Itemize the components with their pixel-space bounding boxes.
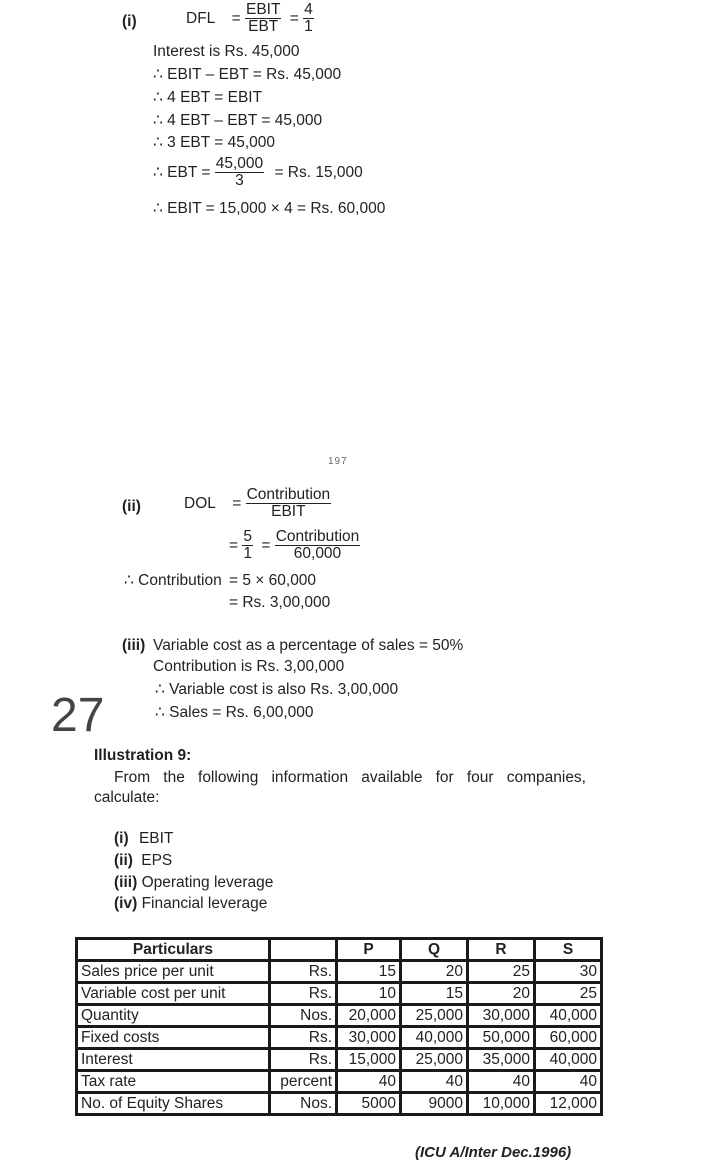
row-unit: Nos.	[270, 1093, 337, 1115]
variable-cost-result: ∴ Variable cost is also Rs. 3,00,000	[155, 681, 399, 698]
fraction-numerator: 4	[304, 1, 313, 18]
list-item-text: EPS	[141, 852, 173, 869]
cell-p: 5000	[337, 1093, 401, 1115]
header-unit	[270, 939, 337, 961]
cell-r: 35,000	[468, 1049, 535, 1071]
cell-p: 15,000	[337, 1049, 401, 1071]
cell-q: 40,000	[401, 1027, 468, 1049]
dol-lhs: DOL	[184, 494, 216, 512]
row-unit: Rs.	[270, 1027, 337, 1049]
cell-s: 60,000	[535, 1027, 602, 1049]
cell-s: 40,000	[535, 1005, 602, 1027]
illustration-intro: From the following information available for four companies,	[114, 769, 586, 786]
illustration-title: Illustration 9:	[94, 747, 192, 764]
fraction-numerator: 45,000	[215, 155, 264, 172]
dol-formula	[184, 487, 331, 520]
cell-r: 10,000	[468, 1093, 535, 1115]
list-item-text: Financial leverage	[141, 895, 268, 912]
list-item-text: EBIT	[138, 830, 174, 847]
cell-r: 40	[468, 1071, 535, 1093]
part-ii-label: (ii)	[122, 498, 141, 515]
cell-q: 15	[401, 983, 468, 1005]
cell-s: 40	[535, 1071, 602, 1093]
equals-sign: =	[229, 536, 239, 554]
row-label: Tax rate	[77, 1071, 270, 1093]
row-label: Sales price per unit	[77, 961, 270, 983]
cell-q: 25,000	[401, 1005, 468, 1027]
row-unit: Nos.	[270, 1005, 337, 1027]
cell-p: 30,000	[337, 1027, 401, 1049]
fraction-denominator: EBIT	[271, 503, 306, 520]
list-item-number: (iv)	[114, 895, 138, 912]
fraction-denominator: EBT	[248, 18, 279, 35]
sales-result: ∴ Sales = Rs. 6,00,000	[155, 704, 314, 721]
row-unit: percent	[270, 1071, 337, 1093]
illustration-intro-cont: calculate:	[94, 789, 160, 806]
cell-r: 50,000	[468, 1027, 535, 1049]
variable-cost-line: Variable cost as a percentage of sales = 50%	[153, 637, 464, 654]
cell-p: 10	[337, 983, 401, 1005]
list-item	[114, 851, 172, 871]
row-unit: Rs.	[270, 961, 337, 983]
cell-r: 20	[468, 983, 535, 1005]
equals-sign: =	[232, 494, 242, 512]
companies-data-table	[75, 937, 603, 1116]
cell-r: 25	[468, 961, 535, 983]
ratio-fraction	[303, 2, 314, 35]
header-company-p: P	[337, 939, 401, 961]
list-item-text: Operating leverage	[141, 874, 274, 891]
table-row	[77, 1093, 602, 1115]
fraction-denominator: 1	[243, 545, 252, 562]
table-row	[77, 1005, 602, 1027]
dol-fraction	[246, 487, 332, 520]
ebt-prefix: ∴ EBT =	[153, 163, 211, 181]
cell-r: 30,000	[468, 1005, 535, 1027]
cell-s: 25	[535, 983, 602, 1005]
equals-sign: =	[231, 9, 241, 27]
cell-s: 12,000	[535, 1093, 602, 1115]
table-header-row	[77, 939, 602, 961]
ebit-line: ∴ EBIT = 15,000 × 4 = Rs. 60,000	[153, 200, 386, 217]
cell-q: 9000	[401, 1093, 468, 1115]
cell-q: 20	[401, 961, 468, 983]
interest-line: Interest is Rs. 45,000	[153, 43, 300, 60]
contribution-result: = Rs. 3,00,000	[229, 594, 331, 611]
row-label: No. of Equity Shares	[77, 1093, 270, 1115]
cell-s: 40,000	[535, 1049, 602, 1071]
list-item	[114, 829, 173, 849]
list-item-number: (i)	[114, 830, 129, 847]
row-unit: Rs.	[270, 983, 337, 1005]
fraction-denominator: 1	[304, 18, 313, 35]
list-item	[114, 873, 273, 893]
derivation-line: ∴ 3 EBT = 45,000	[153, 134, 276, 151]
cell-q: 25,000	[401, 1049, 468, 1071]
ebt-fraction	[215, 156, 264, 189]
page-number: 27	[51, 689, 105, 742]
table-row	[77, 961, 602, 983]
dfl-fraction	[245, 2, 281, 35]
contribution-line: Contribution is Rs. 3,00,000	[153, 658, 345, 675]
cell-p: 20,000	[337, 1005, 401, 1027]
table-row	[77, 1071, 602, 1093]
table-row	[77, 983, 602, 1005]
row-label: Variable cost per unit	[77, 983, 270, 1005]
row-label: Fixed costs	[77, 1027, 270, 1049]
part-iii-label: (iii)	[122, 637, 146, 654]
row-unit: Rs.	[270, 1049, 337, 1071]
contribution-fraction	[275, 529, 361, 562]
ebt-line	[153, 156, 363, 189]
cell-p: 40	[337, 1071, 401, 1093]
equals-sign: =	[289, 9, 299, 27]
header-particulars: Particulars	[77, 939, 270, 961]
fraction-numerator: Contribution	[246, 486, 331, 503]
table-row	[77, 1027, 602, 1049]
fraction-numerator: 5	[243, 528, 252, 545]
table-row	[77, 1049, 602, 1071]
derivation-line: ∴ 4 EBT – EBT = 45,000	[153, 112, 323, 129]
dol-substitution	[229, 529, 360, 562]
page-marker: 197	[328, 456, 348, 467]
fraction-numerator: Contribution	[275, 528, 360, 545]
row-label: Interest	[77, 1049, 270, 1071]
part-i-label: (i)	[122, 13, 137, 30]
contribution-calc: = 5 × 60,000	[229, 572, 317, 589]
header-company-q: Q	[401, 939, 468, 961]
contribution-line: ∴ Contribution	[124, 572, 222, 589]
ebt-result: = Rs. 15,000	[274, 163, 363, 181]
fraction-denominator: 60,000	[293, 545, 342, 562]
header-company-r: R	[468, 939, 535, 961]
cell-q: 40	[401, 1071, 468, 1093]
derivation-line: ∴ 4 EBT = EBIT	[153, 89, 263, 106]
dfl-formula	[186, 2, 314, 35]
header-company-s: S	[535, 939, 602, 961]
equals-sign: =	[261, 536, 271, 554]
list-item-number: (ii)	[114, 852, 133, 869]
row-label: Quantity	[77, 1005, 270, 1027]
ratio-fraction	[242, 529, 253, 562]
derivation-line: ∴ EBIT – EBT = Rs. 45,000	[153, 66, 342, 83]
fraction-denominator: 3	[235, 172, 244, 189]
list-item	[114, 894, 267, 914]
source-citation: (ICU A/Inter Dec.1996)	[415, 1144, 572, 1161]
dfl-lhs: DFL	[186, 9, 216, 27]
fraction-numerator: EBIT	[245, 1, 281, 18]
cell-p: 15	[337, 961, 401, 983]
list-item-number: (iii)	[114, 874, 138, 891]
cell-s: 30	[535, 961, 602, 983]
